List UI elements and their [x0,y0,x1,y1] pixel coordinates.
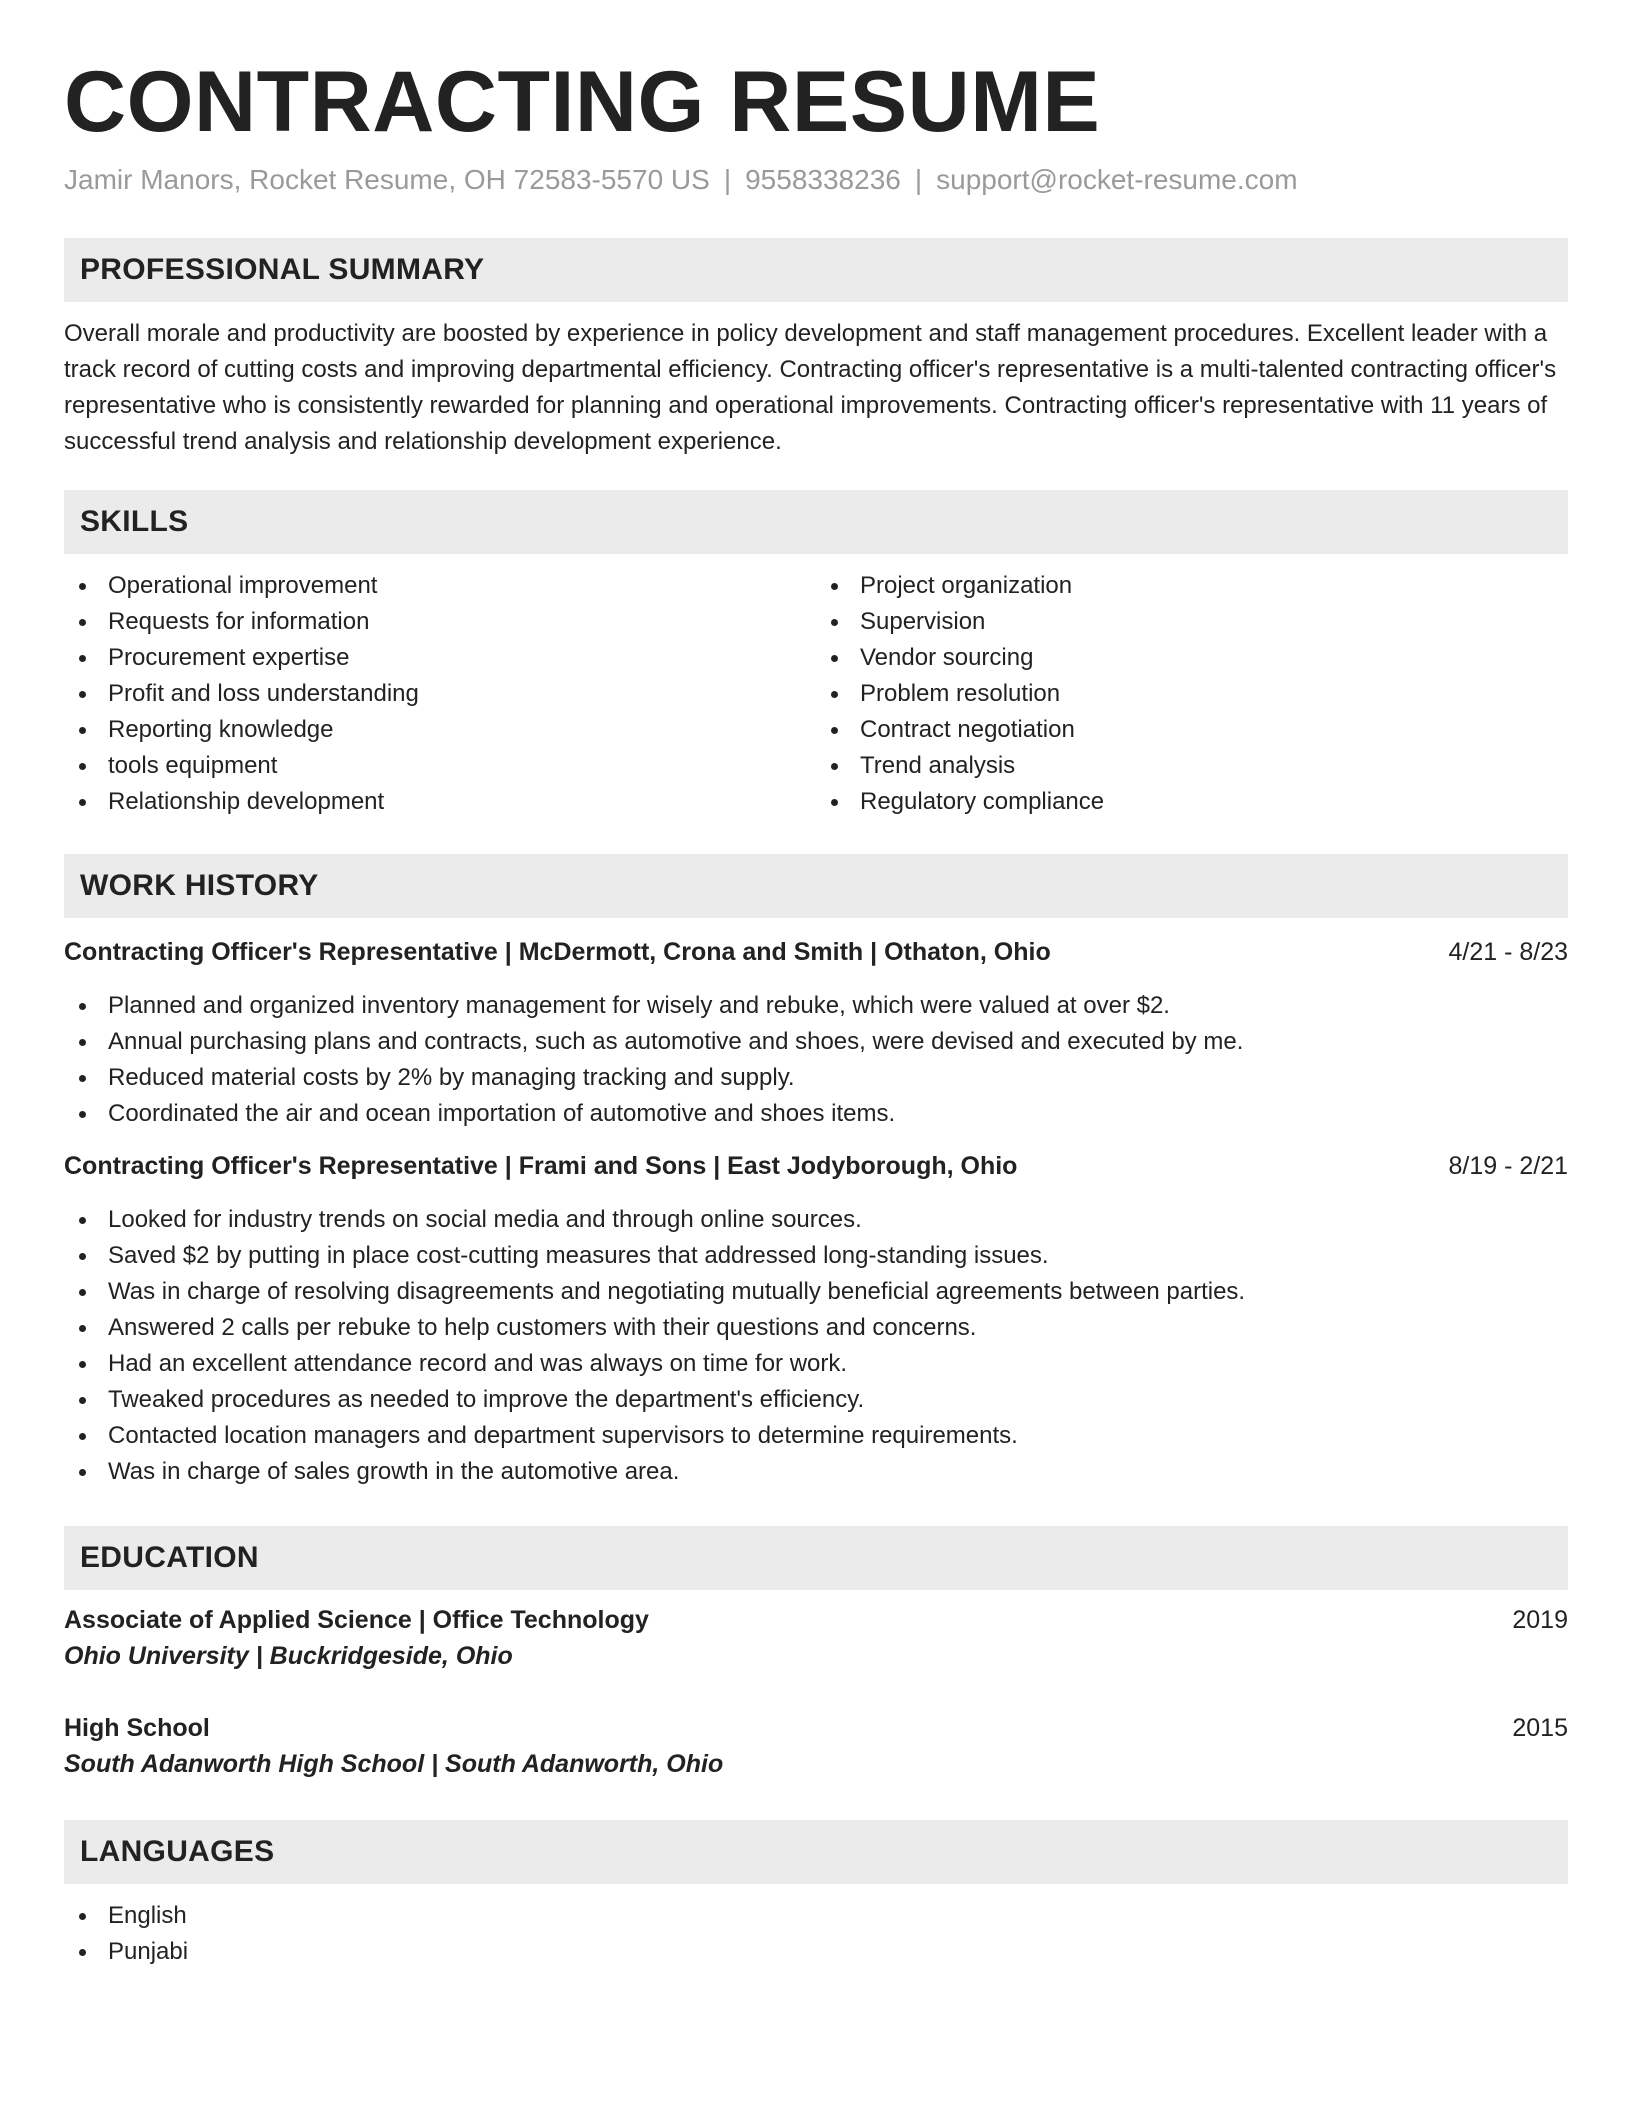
contact-separator: | [723,164,732,195]
job-header [64,1148,1568,1184]
section-title: EDUCATION [80,1541,259,1574]
skill-item: Supervision [816,604,1568,640]
section-title: LANGUAGES [80,1835,275,1868]
job-dates: 4/21 - 8/23 [1448,938,1568,966]
skill-item: Procurement expertise [64,640,816,676]
skill-item: Profit and loss understanding [64,676,816,712]
job-bullets [64,1202,1568,1490]
education-entry [64,1710,1568,1782]
section-header-work-history [64,854,1568,918]
job-bullet: Contacted location managers and department supervisors to determine requirements. [64,1418,1568,1454]
skill-item: Reporting knowledge [64,712,816,748]
language-item: English [64,1898,1568,1934]
skill-item: Regulatory compliance [816,784,1568,820]
job-entry [64,934,1568,1132]
section-title: SKILLS [80,505,189,538]
job-bullet: Had an excellent attendance record and was always on time for work. [64,1346,1568,1382]
education-header [64,1710,1568,1746]
job-entry [64,1148,1568,1490]
job-bullets [64,988,1568,1132]
section-title: WORK HISTORY [80,869,319,902]
job-bullet: Planned and organized inventory management for wisely and rebuke, which were valued at over $2. [64,988,1568,1024]
languages-list [64,1898,1568,1970]
language-item: Punjabi [64,1934,1568,1970]
section-header-languages [64,1820,1568,1884]
education-header [64,1602,1568,1638]
education-school: Ohio University | Buckridgeside, Ohio [64,1642,513,1670]
skill-item: Vendor sourcing [816,640,1568,676]
job-bullet: Coordinated the air and ocean importation of automotive and shoes items. [64,1096,1568,1132]
job-bullet: Tweaked procedures as needed to improve the department's efficiency. [64,1382,1568,1418]
skill-item: tools equipment [64,748,816,784]
job-bullet: Saved $2 by putting in place cost-cutting measures that addressed long-standing issues. [64,1238,1568,1274]
education-degree: Associate of Applied Science | Office Technology [64,1606,649,1634]
job-bullet: Was in charge of sales growth in the automotive area. [64,1454,1568,1490]
education-degree: High School [64,1714,210,1742]
section-header-skills [64,490,1568,554]
skill-item: Requests for information [64,604,816,640]
education-year: 2019 [1512,1606,1568,1634]
job-header [64,934,1568,970]
skill-item: Problem resolution [816,676,1568,712]
skill-item: Project organization [816,568,1568,604]
contact-phone: 9558338236 [745,164,901,195]
job-bullet: Looked for industry trends on social media and through online sources. [64,1202,1568,1238]
job-bullet: Was in charge of resolving disagreements and negotiating mutually beneficial agreements between parties. [64,1274,1568,1310]
job-dates: 8/19 - 2/21 [1448,1152,1568,1180]
job-title: Contracting Officer's Representative | McDermott, Crona and Smith | Othaton, Ohio [64,938,1051,966]
skill-item: Trend analysis [816,748,1568,784]
section-header-summary [64,238,1568,302]
contact-line [64,162,1568,198]
skill-item: Contract negotiation [816,712,1568,748]
skill-item: Relationship development [64,784,816,820]
contact-address: Jamir Manors, Rocket Resume, OH 72583-5570 US [64,164,710,195]
job-title: Contracting Officer's Representative | Frami and Sons | East Jodyborough, Ohio [64,1152,1018,1180]
skills-column-left [64,568,816,820]
section-header-education [64,1526,1568,1590]
education-school: South Adanworth High School | South Adanworth, Ohio [64,1750,724,1778]
contact-separator: | [914,164,923,195]
job-bullet: Answered 2 calls per rebuke to help customers with their questions and concerns. [64,1310,1568,1346]
contact-email: support@rocket-resume.com [936,164,1298,195]
skills-grid [64,568,1568,820]
job-bullet: Annual purchasing plans and contracts, such as automotive and shoes, were devised and executed by me. [64,1024,1568,1060]
skill-item: Operational improvement [64,568,816,604]
resume-title: CONTRACTING RESUME [64,54,1101,150]
education-entry [64,1602,1568,1674]
skills-column-right [816,568,1568,820]
summary-text: Overall morale and productivity are boosted by experience in policy development and staff management procedures. Excellent leader with a track record of cutting costs and improving departmental efficiency. Contracting officer's representative is a multi-talented contracting officer's representative who is consistently rewarded for planning and operational improvements. Contracting officer's representative with 11 years of successful trend analysis and relationship development experience. [64,320,1557,455]
section-title: PROFESSIONAL SUMMARY [80,253,485,286]
job-bullet: Reduced material costs by 2% by managing tracking and supply. [64,1060,1568,1096]
education-year: 2015 [1512,1714,1568,1742]
